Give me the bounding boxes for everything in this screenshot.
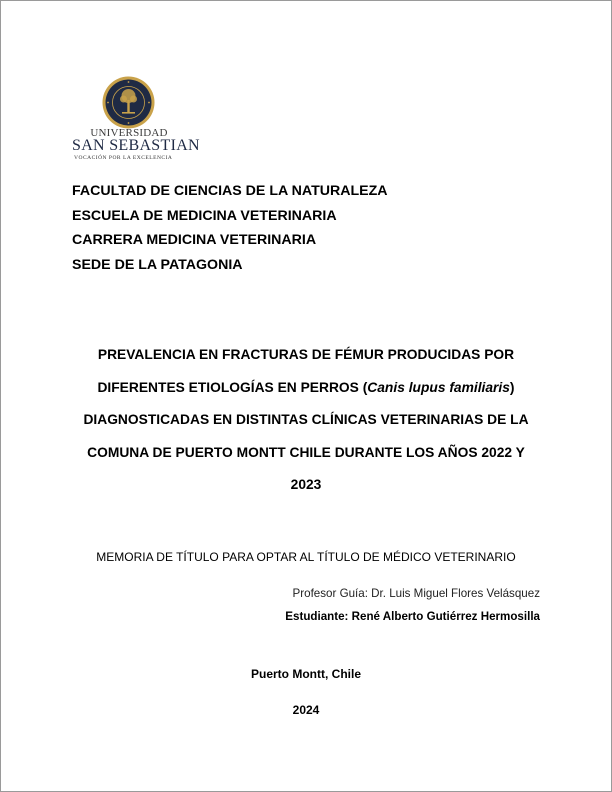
title-line-2-post: ): [509, 379, 515, 395]
logo-text-university: UNIVERSIDAD: [90, 127, 168, 139]
title-line-3: DIAGNOSTICADAS EN DISTINTAS CLÍNICAS VETERINARIAS DE LA: [83, 412, 529, 427]
advisor-line: Profesor Guía: Dr. Luis Miguel Flores Velásquez: [292, 587, 540, 600]
campus-line: SEDE DE LA PATAGONIA: [72, 256, 243, 273]
degree-statement: MEMORIA DE TÍTULO PARA OPTAR AL TÍTULO DE MÉDICO VETERINARIO: [96, 550, 516, 564]
year-line: 2024: [292, 703, 320, 717]
career-line: CARRERA MEDICINA VETERINARIA: [72, 232, 317, 248]
university-seal-icon: [102, 76, 155, 129]
thesis-title: [72, 339, 540, 502]
logo-tagline: VOCACIÓN POR LA EXCELENCIA: [74, 155, 173, 161]
school-line: ESCUELA DE MEDICINA VETERINARIA: [72, 207, 337, 224]
title-line-2: [72, 372, 540, 405]
place-line: Puerto Montt, Chile: [251, 667, 361, 681]
title-line-5: 2023: [290, 477, 322, 492]
logo-text-san-sebastian: SAN SEBASTIAN: [72, 137, 200, 154]
faculty-block: [72, 179, 388, 277]
title-line-4: COMUNA DE PUERTO MONTT CHILE DURANTE LOS AÑOS 2022 Y: [87, 444, 525, 460]
title-line-1: PREVALENCIA EN FRACTURAS DE FÉMUR PRODUCIDAS POR: [97, 347, 515, 362]
student-line: Estudiante: René Alberto Gutiérrez Hermosilla: [285, 610, 540, 623]
species-name: Canis lupus familiaris: [367, 379, 510, 395]
university-logo: [72, 73, 200, 165]
faculty-line: FACULTAD DE CIENCIAS DE LA NATURALEZA: [72, 183, 388, 199]
title-line-2-pre: DIFERENTES ETIOLOGÍAS EN PERROS (: [97, 379, 368, 395]
